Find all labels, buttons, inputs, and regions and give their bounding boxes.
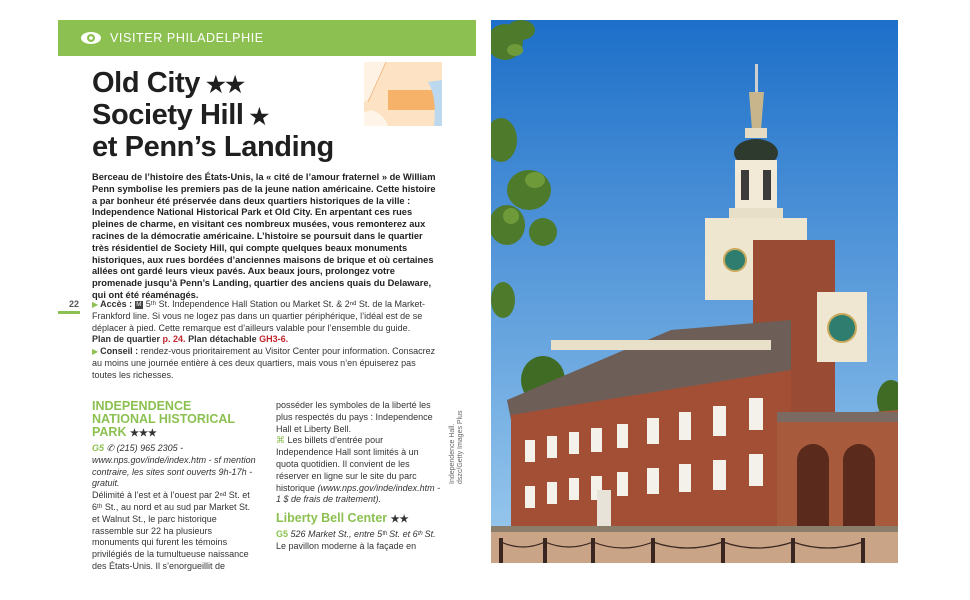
entry-1-details-text: - www.nps.gov/inde/index.htm - sf mention contraire, les sites sont ouverts 9h-17h - gratuit. xyxy=(92,443,256,489)
section-title: VISITER PHILADELPHIE xyxy=(110,31,264,45)
title-line-1: Old City xyxy=(92,67,200,99)
advice-label: Conseil : xyxy=(100,346,139,357)
phone-icon: ✆ xyxy=(106,443,115,453)
triangle-icon: ▶ xyxy=(92,300,99,309)
entry-1-phone: (215) 965 2305 xyxy=(116,443,178,453)
entry-1-stars: ★★★ xyxy=(129,428,157,439)
practical-info xyxy=(92,299,438,382)
access-text: 5ᵗʰ St. Independence Hall Station ou Market St. & 2ⁿᵈ St. de la Market-Frankford line. Si vous ne logez pas dans un quartier périphérique, l’idéal est de se déplacer à pied. Cette remarque est d’ailleurs valable pour l’ensemble du guide. xyxy=(92,299,425,333)
entry-2-address xyxy=(276,529,442,541)
entry-1-heading xyxy=(92,400,258,440)
intro-paragraph: Berceau de l’histoire des États-Unis, la « cité de l’amour fraternel » de William Penn symbolise les premiers pas de la jeune nation américaine. Cette histoire a par bonheur été préservée dans deux quartiers historiques de la ville : Independence National Historical Park et Old City. En arpentant ces rues pleines de charme, en visitant ces nombreux musées, vous remonterez aux racines de la démocratie américaine. L’histoire se poursuit dans le quartier très résidentiel de Society Hill, qui compte quelques beaux monuments historiques, aux rues bordées d’anciennes maisons de brique et où certaines allées ont gardé leurs vieux pavés. Aux beaux jours, prolongez votre promenade jusqu’à Penn’s Landing, quartier des anciens quais du Delaware, qui ont été réaménagés. xyxy=(92,172,436,300)
locator-map xyxy=(364,62,442,126)
advice-text: rendez-vous prioritairement au Visitor Center pour information. Consacrez au moins une journée entière à ces deux quartiers, mais vous n’en épuiserez pas toutes les richesses. xyxy=(92,346,436,380)
title-line-3: et Penn’s Landing xyxy=(92,131,334,163)
entry-1-grid-ref: G5 xyxy=(92,443,105,453)
detach-ref-link[interactable]: GH3-6. xyxy=(259,334,289,345)
access-label: Accès : xyxy=(100,299,133,309)
plan-info xyxy=(92,334,438,346)
entry-1-tip xyxy=(276,435,442,506)
title-line-2: Society Hill xyxy=(92,99,244,131)
photo-credit xyxy=(449,410,465,484)
entry-1-details xyxy=(92,443,258,490)
photo-credit-source: dszc/Getty Images Plus xyxy=(457,410,464,484)
detach-label: Plan détachable xyxy=(188,334,257,345)
entry-1-name: INDEPENDENCE NATIONAL HISTORICAL PARK xyxy=(92,399,235,439)
title-line-2-stars: ★ xyxy=(249,104,269,129)
photo-credit-caption: Independence Hall. xyxy=(449,423,456,484)
page-number-underline xyxy=(58,311,80,314)
plan-label: Plan de quartier xyxy=(92,334,161,345)
entry-1-tip-link[interactable]: (www.nps.gov/inde/index.htm - 1 $ de frais de traitement). xyxy=(276,482,441,505)
triangle-icon: ▶ xyxy=(92,347,99,357)
independence-hall-photo xyxy=(491,20,898,563)
entry-2-name: Liberty Bell Center xyxy=(276,511,388,526)
plan-page-link[interactable]: p. 24. xyxy=(162,334,186,345)
title-line-1-stars: ★★ xyxy=(205,72,245,97)
column-1 xyxy=(92,400,258,573)
eye-icon xyxy=(80,31,102,45)
entry-1-continued: posséder les symboles de la liberté les plus respectés du pays : Independence Hall et Liberty Bell. xyxy=(276,400,433,434)
entry-1-body: Délimité à l’est et à l’ouest par 2ⁿᵈ St. et 6ᵗʰ St., au nord et au sud par Market St. et Walnut St., le parc historique rassemble sur 22 ha plusieurs monuments qui furent les témoins privilégiés de la tumultueuse naissance des États-Unis. Il s’enorgueillit de xyxy=(92,490,251,571)
entry-1-tip-text: Les billets d’entrée pour Independence Hall sont limités à un quota quotidien. Il convient de les réserver en ligne sur le site du parc historique xyxy=(276,435,419,493)
page-number: 22 xyxy=(69,299,80,309)
metro-icon: M xyxy=(136,302,142,308)
advice-info xyxy=(92,346,438,381)
entry-2-stars: ★★ xyxy=(390,514,409,526)
entry-2-grid-ref: G5 xyxy=(276,529,289,540)
tip-icon: ⌘ xyxy=(276,435,285,446)
entry-2-heading xyxy=(276,512,442,526)
entry-2-body: Le pavillon moderne à la façade en xyxy=(276,540,417,551)
section-band xyxy=(58,20,476,56)
column-2 xyxy=(276,400,442,553)
entry-2-address-text: 526 Market St., entre 5ᵗʰ St. et 6ᵗʰ St. xyxy=(290,529,436,540)
access-info xyxy=(92,299,438,334)
